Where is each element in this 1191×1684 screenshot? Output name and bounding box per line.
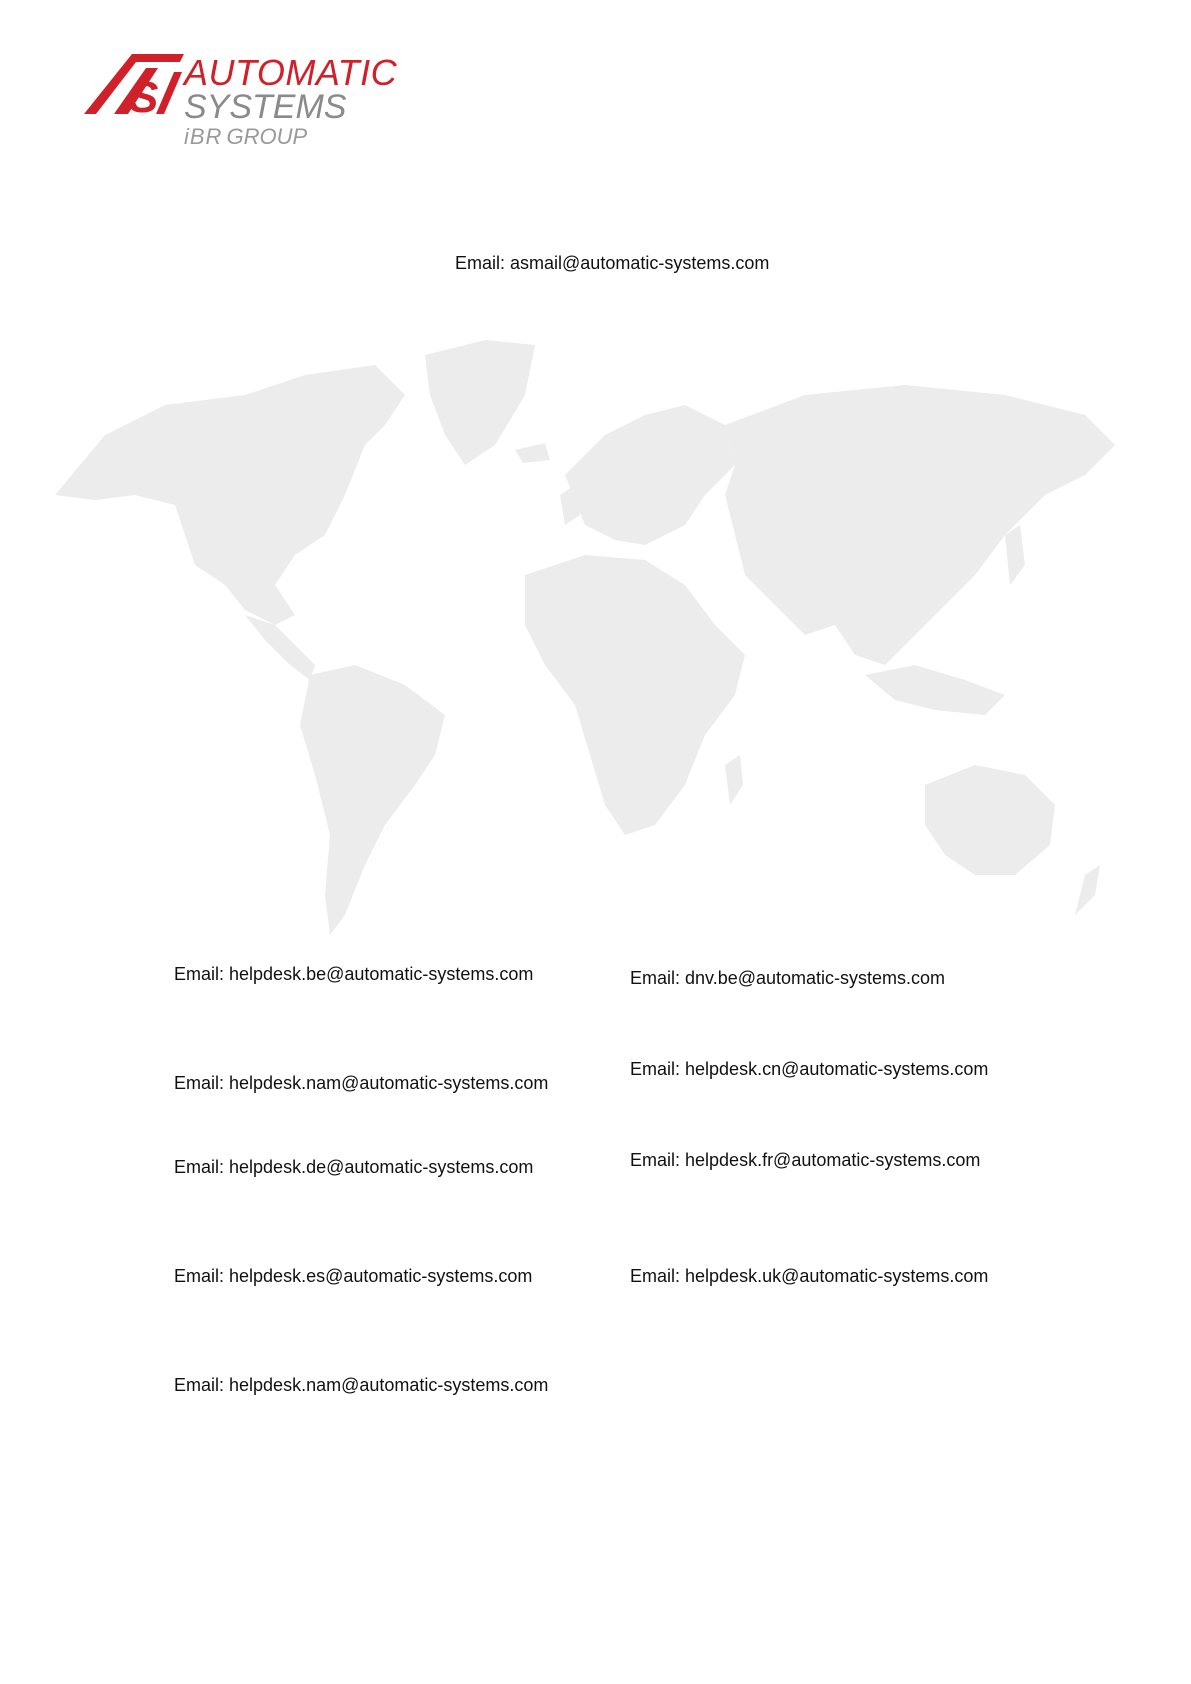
as-logo-mark-icon xyxy=(84,54,184,124)
email-helpdesk-nam-2[interactable]: Email: helpdesk.nam@automatic-systems.com xyxy=(174,1375,549,1395)
map-asia xyxy=(725,385,1115,665)
logo-group-mark: iBR xyxy=(184,124,223,149)
map-north-america xyxy=(55,365,405,625)
email-helpdesk-uk[interactable]: Email: helpdesk.uk@automatic-systems.com xyxy=(630,1266,989,1286)
email-helpdesk-de[interactable]: Email: helpdesk.de@automatic-systems.com xyxy=(174,1157,534,1177)
header-email[interactable]: Email: asmail@automatic-systems.com xyxy=(455,253,770,273)
map-australia xyxy=(925,765,1055,875)
map-japan xyxy=(1005,525,1025,585)
logo-text-group xyxy=(184,124,307,150)
email-dnv-be[interactable]: Email: dnv.be@automatic-systems.com xyxy=(630,968,946,988)
map-new-zealand xyxy=(1075,865,1100,915)
map-south-america xyxy=(300,665,445,935)
email-helpdesk-fr[interactable]: Email: helpdesk.fr@automatic-systems.com xyxy=(630,1150,981,1170)
company-logo xyxy=(84,52,424,152)
map-africa xyxy=(525,555,745,835)
world-map-illustration xyxy=(45,335,1160,975)
map-southeast-asia xyxy=(865,665,1005,715)
map-central-america xyxy=(245,615,315,680)
logo-group-label: GROUP xyxy=(226,124,308,149)
map-iceland xyxy=(515,443,550,463)
email-helpdesk-cn[interactable]: Email: helpdesk.cn@automatic-systems.com xyxy=(630,1059,989,1079)
map-greenland xyxy=(425,340,535,465)
logo-text-systems: SYSTEMS xyxy=(184,88,347,126)
email-helpdesk-be[interactable]: Email: helpdesk.be@automatic-systems.com xyxy=(174,964,534,984)
svg-text:S: S xyxy=(129,73,159,122)
logo-text-automatic: AUTOMATIC xyxy=(184,52,398,93)
email-helpdesk-es[interactable]: Email: helpdesk.es@automatic-systems.com xyxy=(174,1266,533,1286)
map-europe xyxy=(565,405,735,545)
map-madagascar xyxy=(725,755,743,805)
email-helpdesk-nam-1[interactable]: Email: helpdesk.nam@automatic-systems.com xyxy=(174,1073,549,1093)
